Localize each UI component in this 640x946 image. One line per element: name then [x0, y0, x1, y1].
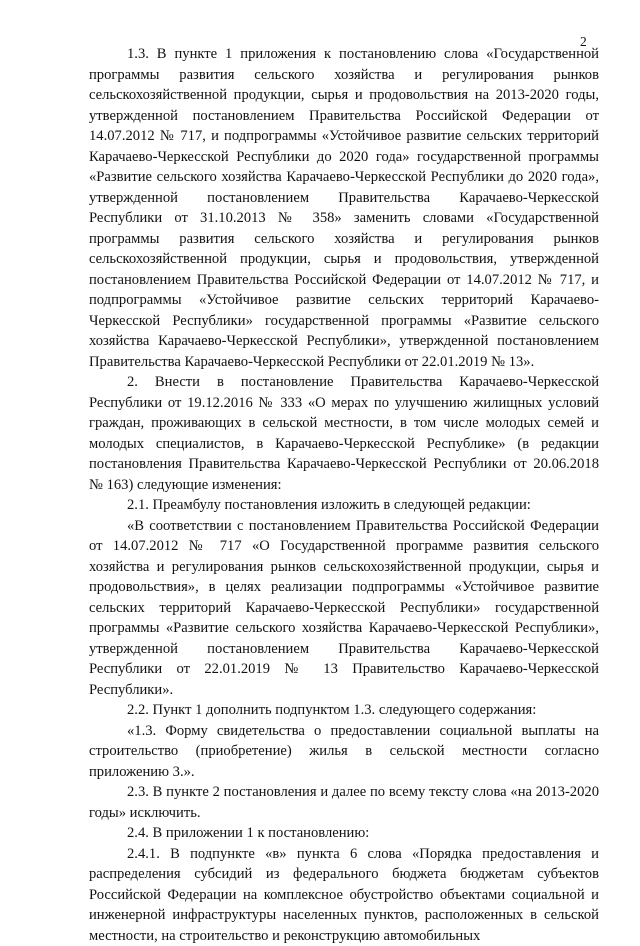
paragraph-2-2: 2.2. Пункт 1 дополнить подпунктом 1.3. следующего содержания: — [89, 700, 599, 721]
document-body — [89, 44, 599, 946]
paragraph-1-3-quote: «1.3. Форму свидетельства о предоставлении социальной выплаты на строительство (приобретение) жилья в сельской местности согласно приложению 3.». — [89, 721, 599, 783]
paragraph-2: 2. Внести в постановление Правительства Карачаево-Черкесской Республики от 19.12.2016 № 333 «О мерах по улучшению жилищных условий граждан, проживающих в сельской местности, в том числе молодых семей и молодых специалистов, в Карачаево-Черкесской Республике» (в редакции постановления Правительства Карачаево-Черкесской Республики от 20.06.2018 № 163) следующие изменения: — [89, 372, 599, 495]
page-number: 2 — [580, 34, 587, 50]
paragraph-2-1: 2.1. Преамбулу постановления изложить в следующей редакции: — [89, 495, 599, 516]
paragraph-2-4: 2.4. В приложении 1 к постановлению: — [89, 823, 599, 844]
paragraph-preamble-quote: «В соответствии с постановлением Правительства Российской Федерации от 14.07.2012 № 717 «О Государственной программе развития сельского хозяйства и регулирования рынков сельскохозяйственной продукции, сырья и продовольствия», в целях реализации подпрограммы «Устойчивое развитие сельских территорий Карачаево-Черкесской Республики» государственной программы «Развитие сельского хозяйства Карачаево-Черкесской Республики», утвержденной постановлением Правительства Карачаево-Черкесской Республики от 22.01.2019 № 13 Правительство Карачаево-Черкесской Республики». — [89, 516, 599, 701]
paragraph-1-3: 1.3. В пункте 1 приложения к постановлению слова «Государственной программы развития сельского хозяйства и регулирования рынков сельскохозяйственной продукции, сырья и продовольствия на 2013-2020 годы, утвержденной постановлением Правительства Российской Федерации от 14.07.2012 № 717, и подпрограммы «Устойчивое развитие сельских территорий Карачаево-Черкесской Республики до 2020 года» государственной программы «Развитие сельского хозяйства Карачаево-Черкесской Республики до 2020 года», утвержденной постановлением Правительства Карачаево-Черкесской Республики от 31.10.2013 № 358» заменить словами «Государственной программы развития сельского хозяйства и регулирования рынков сельскохозяйственной продукции, сырья и продовольствия, утвержденной постановлением Правительства Российской Федерации от 14.07.2012 № 717, и подпрограммы «Устойчивое развитие сельских территорий Карачаево-Черкесской Республики» государственной программы «Развитие сельского хозяйства Карачаево-Черкесской Республики», утвержденной постановлением Правительства Карачаево-Черкесской Республики от 22.01.2019 № 13». — [89, 44, 599, 372]
paragraph-2-3: 2.3. В пункте 2 постановления и далее по всему тексту слова «на 2013-2020 годы» исключить. — [89, 782, 599, 823]
paragraph-2-4-1: 2.4.1. В подпункте «в» пункта 6 слова «Порядка предоставления и распределения субсидий из федерального бюджета бюджетам субъектов Российской Федерации на комплексное обустройство объектами социальной и инженерной инфраструктуры населенных пунктов, расположенных в сельской местности, на строительство и реконструкцию автомобильных — [89, 844, 599, 946]
